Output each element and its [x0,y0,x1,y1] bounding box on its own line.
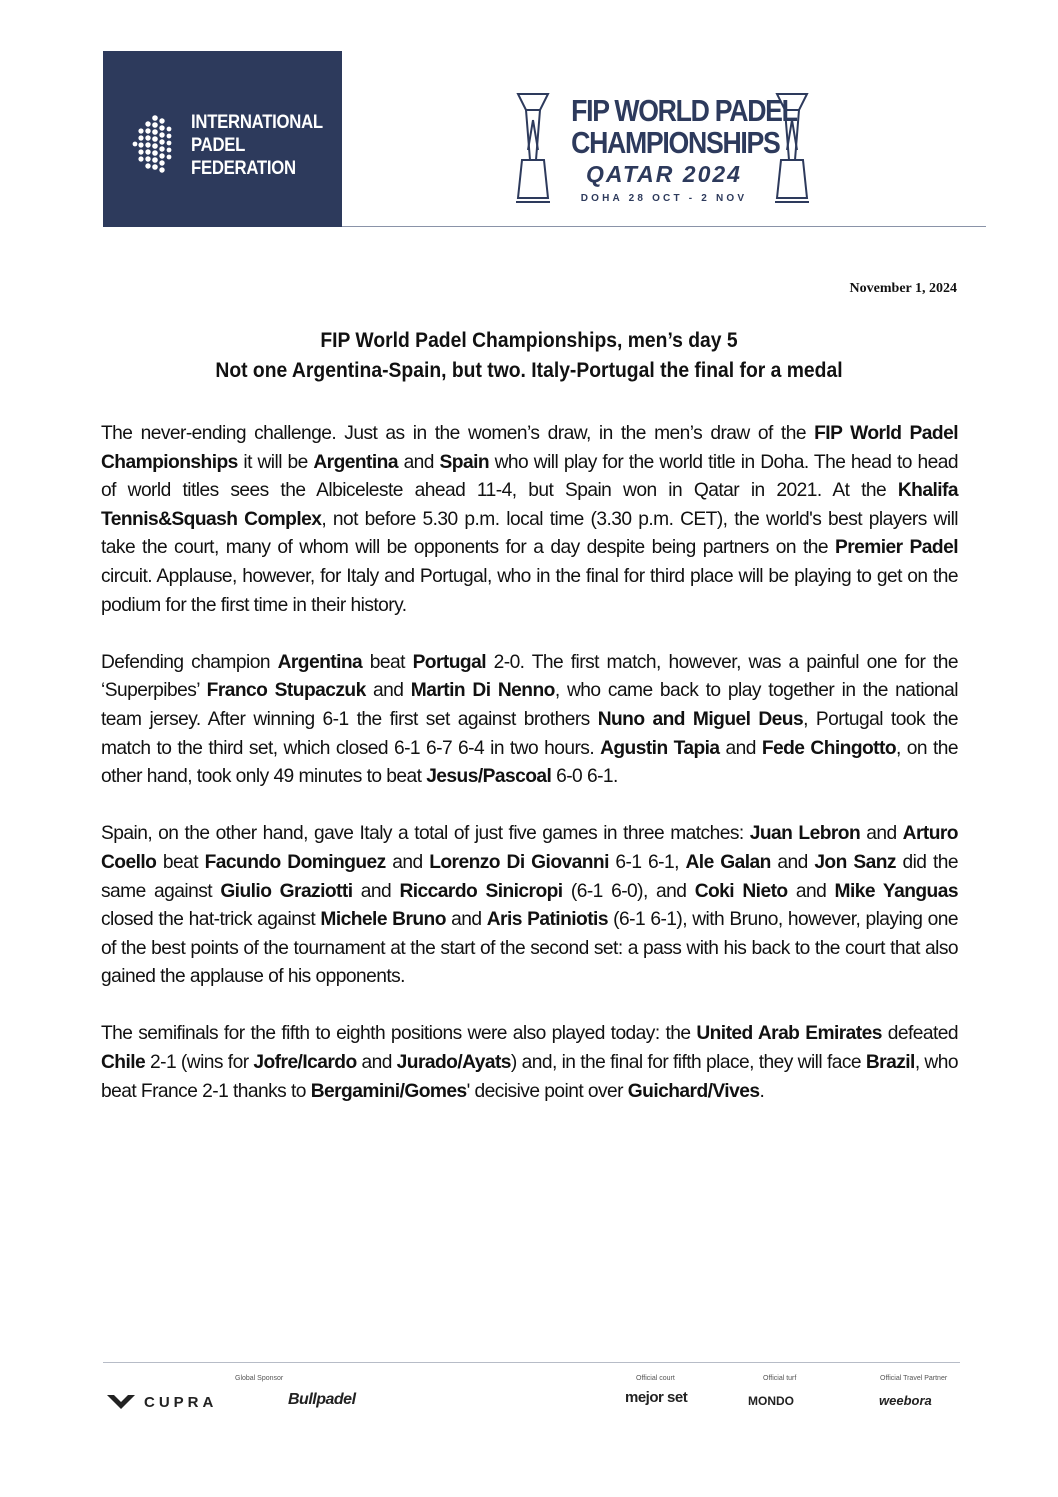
text-run: and [356,1052,397,1074]
bold-text-run: Michele Bruno [320,909,446,931]
text-run: The semifinals for the fifth to eighth positions were also played today: the [101,1023,697,1045]
text-run: . [759,1080,765,1102]
text-run: (6-1 6-0), and [562,880,695,902]
bold-text-run: Khalifa Tennis&Squash Complex [101,480,958,530]
text-run: and [719,737,762,759]
headline-line2: Not one Argentina-Spain, but two. Italy-Portugal the final for a medal [215,359,843,382]
text-run: 2-1 (wins for [145,1052,254,1074]
ipf-logo-text [191,111,323,180]
text-run: ) and, in the final for fifth place, they will face [510,1052,866,1074]
padel-racket-dots-icon [131,109,175,179]
global-sponsor-label: Global Sponsor [235,1375,284,1382]
bold-text-run: Jon Sanz [814,851,896,873]
sponsor-mondo: MONDO [748,1394,794,1408]
ipf-logo-line: PADEL [191,135,246,156]
text-run: beat [362,651,413,673]
bold-text-run: Spain [439,451,490,473]
text-run: , not before 5.30 p.m. local time (3.30 p.m. CET), the world's best players will take the court, many of whom will be opponents for a day despite being partners on the [101,508,958,559]
text-run: , who beat France 2-1 thanks to [101,1052,958,1102]
text-run: 6-1 6-1, [608,851,686,873]
footer-divider [103,1362,960,1363]
headline-line1: FIP World Padel Championships, men’s day 5 [320,329,738,352]
bold-text-run: Brazil [865,1052,915,1074]
bold-text-run: Riccardo Sinicropi [399,880,563,902]
ipf-logo-line: FEDERATION [191,158,296,179]
bold-text-run: Martin Di Nenno [410,680,555,702]
sponsor-weebora: weebora [879,1393,932,1408]
bold-text-run: FIP World Padel Championships [101,423,958,473]
championship-logo-line3: QATAR 2024 [586,161,742,187]
official-travel-label: Official Travel Partner [880,1375,948,1382]
text-run: defeated [881,1023,958,1045]
text-run: and [365,680,411,702]
article-paragraph [101,820,958,992]
bold-text-run: Agustin Tapia [600,737,720,759]
official-turf-label: Official turf [763,1375,797,1382]
article-paragraph [101,420,958,620]
bold-text-run: Fede Chingotto [761,737,897,759]
bold-text-run: Jesus/Pascoal [426,766,552,788]
bold-text-run: Premier Padel [834,537,958,559]
championship-logo-text [556,93,797,207]
press-release-date: November 1, 2024 [849,281,957,296]
bold-text-run: Jofre/Icardo [253,1052,357,1074]
bold-text-run: Coki Nieto [694,880,788,902]
cupra-logo-icon [106,1392,136,1412]
headline [100,326,958,386]
text-run: who will play for the world title in Doha. The head to head of world titles sees the Albiceleste ahead 11-4, but Spain won in Qatar in 2021. At the [101,451,958,502]
text-run: and [445,909,487,931]
official-court-label: Official court [636,1375,675,1382]
bold-text-run: Juan Lebron [749,823,861,845]
text-run: beat [156,851,205,873]
ipf-logo-line: INTERNATIONAL [191,112,323,133]
article-body [101,420,958,1135]
text-run: (6-1 6-1), with Bruno, however, playing one of the best points of the tournament at the start of the second set: a pass with his back to the court that also gained the applause of his opponents. [101,909,959,988]
article-paragraph [101,1020,958,1106]
text-run: The never-ending challenge. Just as in the women’s draw, in the men’s draw of the [101,423,815,444]
bold-text-run: Ale Galan [685,851,771,873]
text-run: and [385,851,430,873]
text-run: , on the other hand, took only 49 minutes to beat [101,737,958,788]
bold-text-run: Giulio Graziotti [220,880,353,902]
text-run: , who came back to play together in the national team jersey. After winning 6-1 the first set against brothers [101,680,958,730]
text-run: ' decisive point over [466,1080,628,1102]
text-run: and [397,451,440,473]
bold-text-run: Aris Patiniotis [486,909,608,931]
sponsor-cupra: CUPRA [144,1394,218,1411]
text-run: did the same against [101,851,959,902]
text-run: 6-0 6-1. [551,766,618,788]
bold-text-run: Bergamini/Gomes [310,1080,467,1102]
text-run: and [787,880,835,902]
bold-text-run: Arturo Coello [101,823,958,873]
text-run: and [352,880,400,902]
text-run: Defending champion [101,651,278,673]
text-run: and [860,823,903,845]
championship-logo-line1: FIP WORLD PADEL [571,93,797,128]
championship-logo-dates: DOHA 28 OCT - 2 NOV [580,193,748,204]
bold-text-run: Mike Yanguas [834,880,958,902]
text-run: Spain, on the other hand, gave Italy a total of just five games in three matches: [101,823,750,845]
text-run: it will be [237,451,314,473]
text-run: closed the hat-trick against [101,909,321,931]
championship-logo-line2: CHAMPIONSHIPS [571,125,780,160]
bold-text-run: United Arab Emirates [696,1023,882,1045]
sponsor-mejorset: mejor set [625,1389,688,1406]
article-paragraph [101,649,958,792]
bold-text-run: Guichard/Vives [627,1080,760,1102]
text-run: and [770,851,815,873]
bold-text-run: Franco Stupaczuk [206,680,366,702]
bold-text-run: Argentina [277,651,363,673]
bold-text-run: Portugal [412,651,486,673]
text-run: 2-0. The first match, however, was a painful one for the ‘Superpibes’ [101,651,958,702]
bold-text-run: Chile [101,1052,146,1074]
bold-text-run: Facundo Dominguez [204,851,386,873]
text-run: , Portugal took the match to the third set, which closed 6-1 6-7 6-4 in two hours. [101,708,958,759]
bold-text-run: Lorenzo Di Giovanni [429,851,609,873]
header-divider [342,226,986,227]
bold-text-run: Argentina [313,451,398,473]
ipf-logo-block [103,51,342,227]
sponsor-bullpadel: Bullpadel [288,1391,356,1408]
bold-text-run: Jurado/Ayats [396,1052,511,1074]
bold-text-run: Nuno and Miguel Deus [597,708,804,730]
text-run: circuit. Applause, however, for Italy and Portugal, who in the final for third place will be playing to get on the podium for the first time in their history. [101,565,958,616]
